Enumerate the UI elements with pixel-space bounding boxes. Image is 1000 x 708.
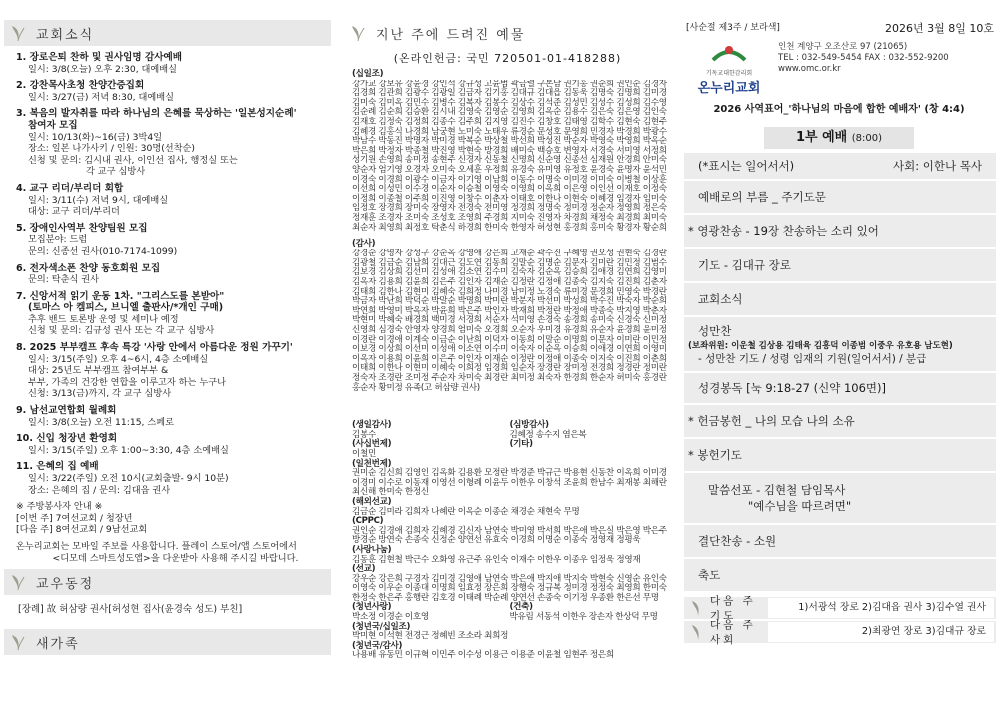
worship-order [684, 153, 996, 591]
next-week-prayer [684, 595, 996, 622]
leaf-icon [690, 599, 706, 617]
news-item [16, 183, 335, 218]
section-header-newfamily [4, 629, 331, 655]
service-time: (8:00) [851, 133, 883, 144]
mission2-names: 강우순 강은희 구경자 김미경 김영애 남연숙 박은애 박지애 박지숙 박현숙 신영순 유인숙 이영숙 이우순 이종대 이명희 임효정 장은희 장행숙 정규복 정미경 정정숙 최영희 한미숙 한정숙 한은주 홍행란 김호경 이태례 박순례 양연선 손종숙 이기정 우종환 한은선 무명 [352, 573, 667, 603]
news-line: 신청 및 문의: 김시내 권사, 이인선 집사, 행정실 또는 [28, 154, 238, 166]
mission2-label: (선교) [352, 564, 376, 575]
youth-thanks-names: 나용배 유동민 이규혁 이민주 이수성 이용근 이용준 이윤철 임현주 정은희 [352, 650, 614, 661]
order-row: * 영광찬송 - 19장 찬송하는 소리 있어 [684, 215, 996, 247]
overseas-label: (해외선교) [352, 496, 392, 507]
visit-label: (심방감사) [509, 420, 549, 431]
youth-tithe-label: (청년국/십일조) [352, 621, 411, 632]
app-line: 온누리교회는 모바일 주보를 사용합니다. 플레이 스토어/앱 스토어에서 [16, 540, 297, 552]
tithe-names: 강가교 강보유 강윤경 강인석 강규성 고윤범 곽금렬 구본남 권기홍 권순희 권인순 김경자 김경희 김관희 김광수 김광일 김금자 김기홍 김대규 김대읍 김동욱 김명숙 김명희 김미경 김미숙 김미옥 김민수 김병수 김복자 김봉수 김상수 김석준 김성민 김성수 김성희 김수영 김순례 김순희 김승환 김시내 김영숙 김영순 김영희 김옥순 김용수 김은숙 김은영 김인숙 김재호 김정숙 김정희 김종수 김주희 김지영 김진수 김창호 김태영 김학수 김현숙 김현주 김혜경 김홍식 나경희 남궁현 노미숙 노태우 류경순 문성호 문영희 민경자 박경희 박광수 박남수 박동진 박명자 박미경 박복순 박상철 박선희 박성진 박순자 박영숙 박영희 박옥순 박은희 박정자 박종철 박진영 박현숙 방경희 배미숙 백승호 변영자 서경숙 서미영 서정희 성기원 손영희 송미정 송현주 신경자 신동철 신명희 신순영 신종선 심재원 안경희 안미숙 양순자 엄기영 오경자 오미숙 오세훈 우정희 유경숙 유미영 유정호 윤경숙 윤명자 윤석민 이경숙 이경희 이광수 이금자 이기영 이남희 이동수 이명숙 이미경 이미숙 이병철 이상훈 이선희 이성민 이수경 이순자 이승철 이영숙 이영희 이옥희 이은영 이인선 이재호 이정숙 이정희 이종철 이주희 이진영 이창수 이춘자 이태호 이한나 이현숙 이혜경 임경자 임미숙 임정호 장경희 장미숙 장영자 전경숙 전미영 정경희 정명숙 정미경 정순자 정영희 정은숙 정재훈 조경자 조미숙 조성호 조영희 주경희 지미숙 진영자 차경희 채정숙 최경희 최미숙 최순자 최영희 최정호 탁춘식 하경희 한미숙 한영자 허성현 홍경희 홍미숙 황경자 황순희 [352, 79, 667, 233]
section-title: 교우동정 [36, 576, 95, 592]
news-line: 일시: 3/22(주일) 오전 10시(교회출발- 9시 10분) [28, 473, 229, 484]
news-line: 각 교구 심방사 [86, 166, 146, 178]
online-account: (온라인헌금: 국민 720501-01-418288) [393, 52, 622, 65]
news-title: 4. 교구 리더/부리더 회합 [16, 182, 124, 194]
mission-label: (사십번제) [352, 439, 392, 450]
news-item [16, 52, 335, 75]
order-row-sermon [684, 473, 996, 523]
section-header-offering [344, 20, 671, 46]
logo-icon [709, 42, 749, 64]
news-line: 부부, 가족의 건강한 연합을 이루고자 하는 누구나 [28, 376, 226, 388]
order-row: 축도 [684, 559, 996, 591]
news-line: 일시: 3/8(오늘) 오후 2:30, 대예배실 [28, 63, 178, 75]
news-line: 대상: 25년도 부부캠프 참여부부 & [28, 365, 169, 377]
news-item [16, 342, 335, 400]
news-title-cont: (토마스 아 켐피스, 브니엘 출판사/*개인 구매) [28, 302, 224, 314]
condolence-text: [장례] 故 허삼량 권사[허성현 집사(윤경숙 성도) 부친] [18, 604, 243, 616]
leaf-icon [350, 24, 366, 42]
sharing-label: (사랑나눔) [352, 544, 392, 555]
other-label: (기타) [509, 439, 533, 450]
news-line: 신청: 3/13(금)까지, 각 교구 심방사 [28, 388, 172, 400]
kitchen-notice [16, 501, 335, 536]
youth-thanks-label: (청년국/감사) [352, 640, 403, 651]
news-line: 일시: 3/27(금) 저녁 8:30, 대예배실 [28, 91, 175, 103]
phone-line: TEL : 032-549-5454 FAX : 032-552-9200 [778, 53, 949, 63]
denomination: 기독교대한감리회 [705, 70, 753, 77]
news-item [16, 461, 335, 496]
news-item [16, 223, 335, 258]
kitchen-title: ※ 주방봉사자 안내 ※ [16, 501, 103, 513]
news-item [16, 405, 335, 428]
news-line: 장소: 일본 나가사키 / 인원: 30명(선착순) [28, 143, 195, 155]
church-address [778, 42, 949, 96]
section-title: 지난 주에 드려진 예물 [376, 27, 526, 43]
news-line: 일시: 3/15(주일) 오후 4~6시, 4층 소예배실 [28, 353, 209, 365]
app-line: <디모데 스마트성도앱>을 다운받아 사용해 주시길 바랍니다. [52, 552, 299, 564]
youth-label: (청년사랑) [352, 602, 392, 613]
section-header-news [4, 20, 331, 46]
address-line: 인천 계양구 오조산로 97 (21065) [778, 42, 908, 52]
order-row-header [684, 153, 996, 179]
church-logo [686, 42, 772, 96]
news-title-cont: 참여자 모집 [28, 119, 78, 131]
next-leader-label: 다음 주 사회 [710, 619, 756, 646]
stand-note: (*표시는 일어서서) [698, 159, 795, 173]
news-line: 문의: 탁춘식 권사 [28, 274, 100, 286]
news-line: 추후 밴드 토론방 운영 및 세미나 예정 [28, 313, 179, 325]
news-title: 2. 강찬목사초청 찬양간증집회 [16, 80, 145, 92]
next-prayer-label: 다음 주 기도 [710, 595, 756, 622]
news-item [16, 80, 335, 103]
website: www.omc.or.kr [778, 64, 841, 74]
order-row: 교회소식 [684, 283, 996, 315]
cppc-names: 권인순 김경애 김희자 김혜경 김신자 남연숙 박미영 박서희 박은애 박은실 박은영 박은주 방경순 방연숙 손종숙 신정순 양연선 유효숙 이경희 이명순 이종숙 정영재 정평욱 [352, 525, 667, 546]
tithe-label: (십일조) [352, 69, 384, 79]
first-label: (일천번제) [352, 458, 392, 469]
motto: 2026 사역표어_'하나님의 마음에 합한 예배자' (창 4:4) [713, 104, 965, 115]
kitchen-line: [이번 주] 7여선교회 / 청장년 [16, 512, 133, 524]
news-line: 장소: 은혜의 집 / 문의: 김대읍 권사 [28, 484, 171, 496]
youth-names: 박소정 이경순 이호영 [352, 612, 429, 623]
news-list [16, 52, 335, 564]
news-line: 모집분야: 드럼 [28, 234, 88, 246]
construct-names: 박유림 서동석 이한우 장손자 한상덕 무명 [509, 612, 658, 623]
offering-column [340, 0, 675, 708]
birthday-names: 김봉수 [352, 429, 377, 440]
thanks-label: (감사) [352, 238, 376, 249]
order-row: 결단찬송 - 소원 [684, 525, 996, 557]
church-info [686, 42, 1000, 96]
app-notice [16, 541, 335, 564]
youth-tithe-names: 박미현 이석현 전경근 정혜빈 조소라 최희정 [352, 631, 509, 642]
order-row: 기도 - 김대규 장로 [684, 249, 996, 281]
news-line: 신청 및 문의: 김규성 권사 또는 각 교구 심방사 [28, 325, 215, 337]
news-line: 문의: 신종선 권사(010-7174-1099) [28, 245, 178, 257]
order-row-communion [684, 317, 996, 371]
news-title: 5. 장애인사역부 찬양팀원 모집 [16, 222, 148, 234]
communion-title: 성만찬 [698, 323, 732, 338]
news-title: 9. 남선교연합회 월례회 [16, 405, 117, 417]
next-week-leader [684, 619, 996, 646]
order-row: * 헌금봉헌 _ 나의 모습 나의 소유 [684, 405, 996, 437]
order-row: * 봉헌기도 [684, 439, 996, 471]
news-line: 일시: 3/11(수) 저녁 9시, 대예배실 [28, 194, 169, 206]
news-column [0, 0, 335, 708]
next-prayer-names: 1)서광석 장로 2)김대읍 권사 3)김수열 권사 [768, 598, 994, 618]
kitchen-line: [다음 주] 8여선교회 / 9남선교회 [16, 524, 148, 536]
section-title: 새가족 [36, 636, 80, 652]
news-item [16, 291, 335, 337]
news-title: 10. 신입 청장년 환영회 [16, 433, 118, 445]
construct-label: (건축) [509, 602, 533, 613]
news-item [16, 433, 335, 456]
news-line: 일시: 3/8(오늘) 오전 11:15, 스페로 [28, 416, 175, 428]
overseas-names: 김금순 김미라 김희자 나혜란 이옥순 이종순 채경순 채현숙 무명 [352, 506, 580, 517]
offering-list [340, 70, 675, 661]
mission-names: 이철민 [352, 448, 377, 459]
news-title: 11. 은혜의 집 예배 [16, 461, 99, 473]
leaf-icon [10, 573, 26, 591]
first-names: 권미순 김신희 김영인 김옥화 김용환 모정란 박경준 박규근 박용현 신동찬 이옥희 이미경 이경미 이수로 이동재 이영선 이형례 이윤두 이한우 이창석 조윤희 한남수 최재봉 최해란 최신해 한미숙 한정신 [352, 468, 667, 498]
cppc-label: (CPPC) [352, 516, 384, 527]
section-title: 교회소식 [36, 27, 95, 43]
leaf-icon [690, 623, 706, 641]
service-name: 1부 예배 [795, 130, 848, 145]
news-line: 대상: 교구 리더/부리더 [28, 206, 120, 218]
bulletin-date: 2026년 3월 8일 10호 [885, 22, 994, 35]
order-column [678, 0, 1000, 708]
birthday-label: (생일감사) [352, 420, 392, 431]
sermon-title: "예수님을 따르려면" [748, 499, 852, 513]
news-title: 3. 복음의 발자취를 따라 하나님의 은혜를 묵상하는 '일본성지순례' [16, 108, 297, 120]
visit-names: 김혜정 송수지 염은복 [509, 429, 587, 440]
news-title: 1. 장로은퇴 찬하 및 권사임명 감사예배 [16, 52, 183, 63]
news-item [16, 263, 335, 286]
service-title [764, 127, 914, 149]
church-name: 온누리교회 [697, 81, 761, 96]
news-title: 7. 신앙서적 읽기 운동 1차. "그리스도를 본받아" [16, 290, 225, 302]
order-row: 성경봉독 [눅 9:18-27 (신약 106면)] [684, 373, 996, 403]
thanks-names: 강경순 강명자 강성구 강순옥 강영애 강은희 고재순 곽수진 구혜영 권오성 권현숙 김경란 김광철 김금순 김남희 김대근 김도연 김동희 김말순 김명순 김문자 김미란 김민정 김범수 김보경 김상희 김선미 김성애 김소연 김수미 김숙자 김순옥 김승희 김애경 김연희 김영미 김옥자 김용희 김윤희 김은주 김인자 김재순 김정란 김정애 김종숙 김지숙 김진희 김춘자 김태희 김한나 김현미 김혜숙 김희정 나미경 남미정 노경숙 류미경 문경희 민영숙 박경란 박금자 박난희 박덕순 박말순 박명희 박미란 박분자 박선미 박성희 박수진 박숙자 박순희 박연희 박영미 박옥자 박윤희 박은주 박인자 박재희 박정란 박정애 박종숙 박지영 박춘자 박현미 박혜숙 배경희 백미경 서경희 서순자 석미영 손경숙 송경희 송미숙 신경숙 신미정 신영희 심경숙 안영자 양경희 엄미숙 오경희 오순자 우미경 유경희 유순자 윤경희 윤미정 이경란 이경애 이계숙 이금순 이난희 이덕자 이동희 이말순 이명희 이문자 이미란 이민정 이보경 이상희 이선미 이성애 이소연 이수미 이숙자 이순옥 이승희 이애경 이연희 이영미 이옥자 이용희 이윤희 이은주 이인자 이재순 이정란 이정애 이종숙 이지숙 이진희 이춘희 이태희 이한나 이현미 이혜숙 이희정 임경희 임순자 장경란 장미정 전경희 정경란 정미란 정숙자 조경란 조미정 주순자 차미숙 최경란 최미정 최숙자 한경희 한순자 허미숙 홍경란 홍순자 황미정 유족(고 허삼량 권사) [352, 249, 667, 393]
leaf-icon [10, 633, 26, 651]
news-line: 일시: 10/13(화)~16(금) 3박4일 [28, 131, 163, 143]
communion-line: - 성만찬 기도 / 성령 임재의 기원(일어서서) / 분급 [698, 352, 927, 365]
order-row: 예배로의 부름 _ 주기도문 [684, 181, 996, 213]
next-leader-names: 2)최광연 장로 3)김대규 장로 [768, 622, 994, 642]
leader: 사회: 이한나 목사 [893, 159, 982, 173]
sermon-preacher: 말씀선포 - 김현철 담임목사 [708, 483, 846, 497]
news-title: 8. 2025 부부캠프 후속 특강 '사랑 안에서 아름다운 정원 가꾸기' [16, 342, 293, 354]
news-line: 일시: 3/15(주일) 오후 1:00~3:30, 4층 소예배실 [28, 444, 229, 456]
section-header-condolence [4, 569, 331, 595]
leaf-icon [10, 24, 26, 42]
communion-helpers: (보좌위원: 이운철 김상용 김태육 김흥덕 이종범 이중우 유호용 남도현) [688, 340, 953, 351]
liturgical-season: [사순절 제3주 / 보라색] [686, 23, 780, 33]
news-title: 6. 전자색소폰 찬양 동호회원 모집 [16, 262, 161, 274]
sharing-names: 김동훈 김현철 박근수 오화영 유근주 유인숙 이재수 이한우 이종우 임정욱 정영재 [352, 554, 641, 565]
news-item [16, 108, 335, 178]
